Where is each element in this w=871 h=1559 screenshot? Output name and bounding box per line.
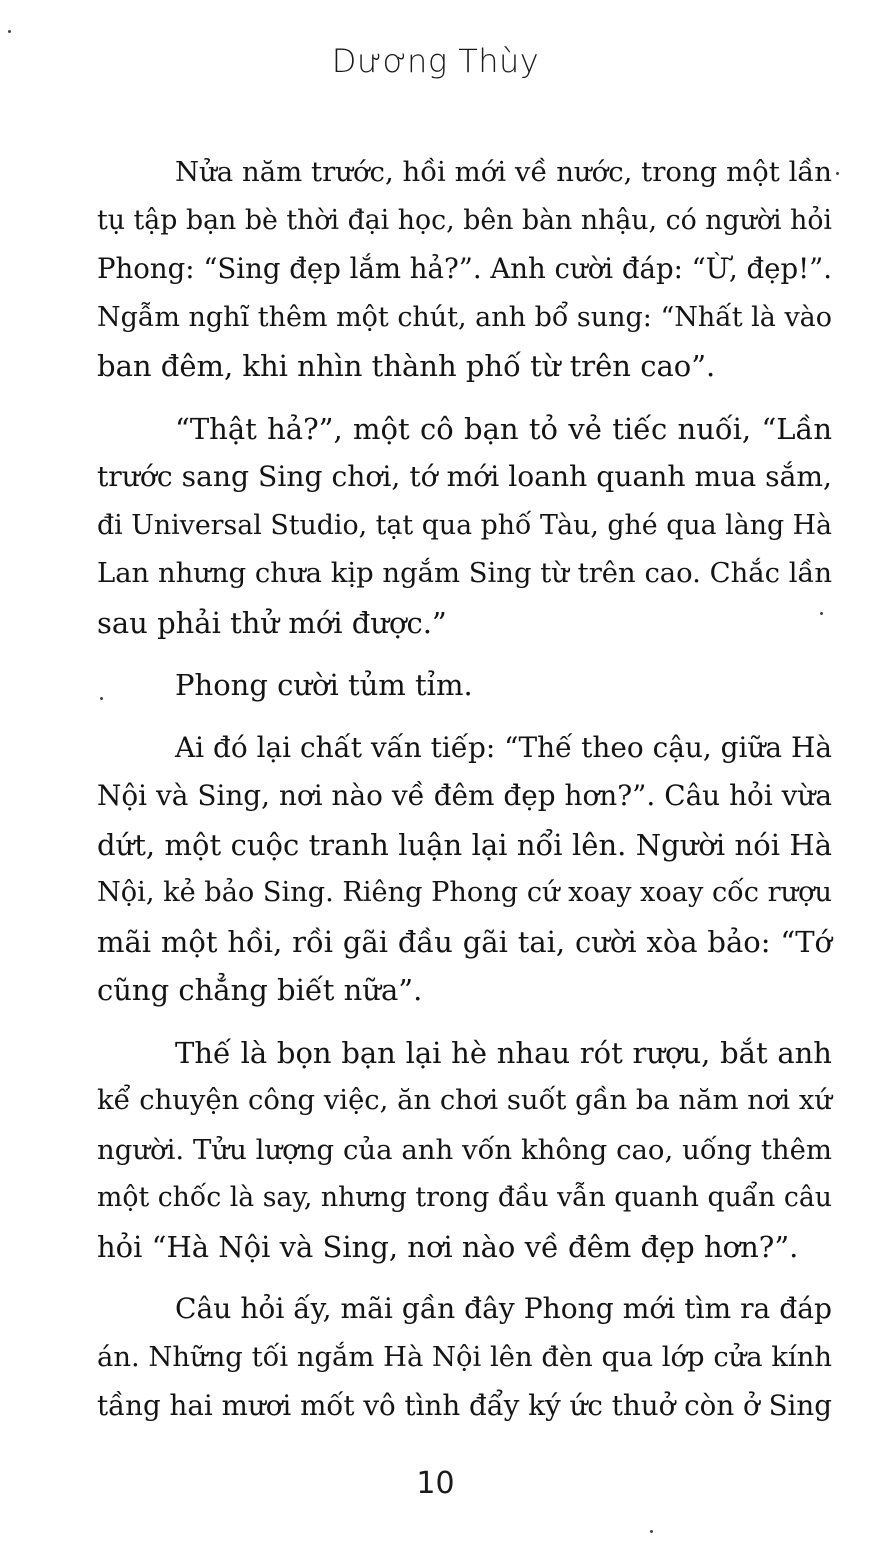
paragraph	[97, 148, 832, 391]
paragraph	[97, 405, 832, 648]
text-line: một chốc là say, nhưng trong đầu vẫn quanh quẩn câu	[97, 1182, 833, 1213]
text-line: Phong: “Sing đẹp lắm hả?”. Anh cười đáp: “Ừ, đẹp!”.	[97, 252, 833, 285]
text-line: mãi một hồi, rồi gãi đầu gãi tai, cười xòa bảo: “Tớ	[97, 924, 832, 959]
text-line: tụ tập bạn bè thời đại học, bên bàn nhậu, có người hỏi	[97, 204, 832, 236]
text-line: dứt, một cuộc tranh luận lại nổi lên. Người nói Hà	[97, 827, 832, 862]
running-header-author: Dương Thùy	[331, 42, 540, 80]
text-line: Nội và Sing, nơi nào về đêm đẹp hơn?”. Câu hỏi vừa	[97, 779, 832, 812]
paragraph	[97, 724, 832, 1015]
text-line: Lan nhưng chưa kịp ngắm Sing từ trên cao. Chắc lần	[97, 558, 832, 589]
scan-speck	[650, 1530, 653, 1533]
text-line: Câu hỏi ấy, mãi gần đây Phong mới tìm ra đáp	[175, 1292, 832, 1325]
text-line: sau phải thử mới được.”	[97, 605, 447, 640]
body-text	[97, 148, 832, 1445]
text-line: hỏi “Hà Nội và Sing, nơi nào về đêm đẹp hơn?”.	[97, 1229, 799, 1264]
text-line: trước sang Sing chơi, tớ mới loanh quanh mua sắm,	[97, 460, 832, 493]
text-line: “Thật hả?”, một cô bạn tỏ vẻ tiếc nuối, “Lần	[175, 411, 832, 446]
paragraph	[97, 1285, 832, 1431]
paragraph	[97, 1029, 832, 1272]
text-line: Phong cười tủm tỉm.	[175, 668, 473, 702]
text-line: Nửa năm trước, hồi mới về nước, trong một lần	[175, 156, 832, 188]
scan-speck	[100, 697, 103, 700]
text-line: người. Tửu lượng của anh vốn không cao, uống thêm	[97, 1133, 832, 1166]
text-line: đi Universal Studio, tạt qua phố Tàu, ghé qua làng Hà	[97, 509, 832, 541]
text-line: cũng chẳng biết nữa”.	[97, 973, 423, 1007]
text-line: Thế là bọn bạn lại hè nhau rót rượu, bắt anh	[175, 1035, 832, 1070]
text-line: án. Những tối ngắm Hà Nội lên đèn qua lớp cửa kính	[97, 1341, 832, 1373]
text-line: tầng hai mươi mốt vô tình đẩy ký ức thuở còn ở Sing	[97, 1389, 832, 1422]
text-line: Nội, kẻ bảo Sing. Riêng Phong cứ xoay xoay cốc rượu	[97, 877, 832, 908]
text-line: ban đêm, khi nhìn thành phố từ trên cao”.	[97, 349, 716, 383]
paragraph	[97, 661, 832, 710]
scan-speck	[836, 172, 839, 175]
text-line: Ngẫm nghĩ thêm một chút, anh bổ sung: “Nhất là vào	[97, 301, 832, 333]
text-line: Ai đó lại chất vấn tiếp: “Thế theo cậu, giữa Hà	[175, 730, 832, 764]
page-number: 10	[416, 1466, 455, 1501]
scan-speck	[820, 612, 823, 615]
text-line: kể chuyện công việc, ăn chơi suốt gần ba năm nơi xứ	[97, 1085, 832, 1116]
scan-speck	[8, 30, 11, 33]
